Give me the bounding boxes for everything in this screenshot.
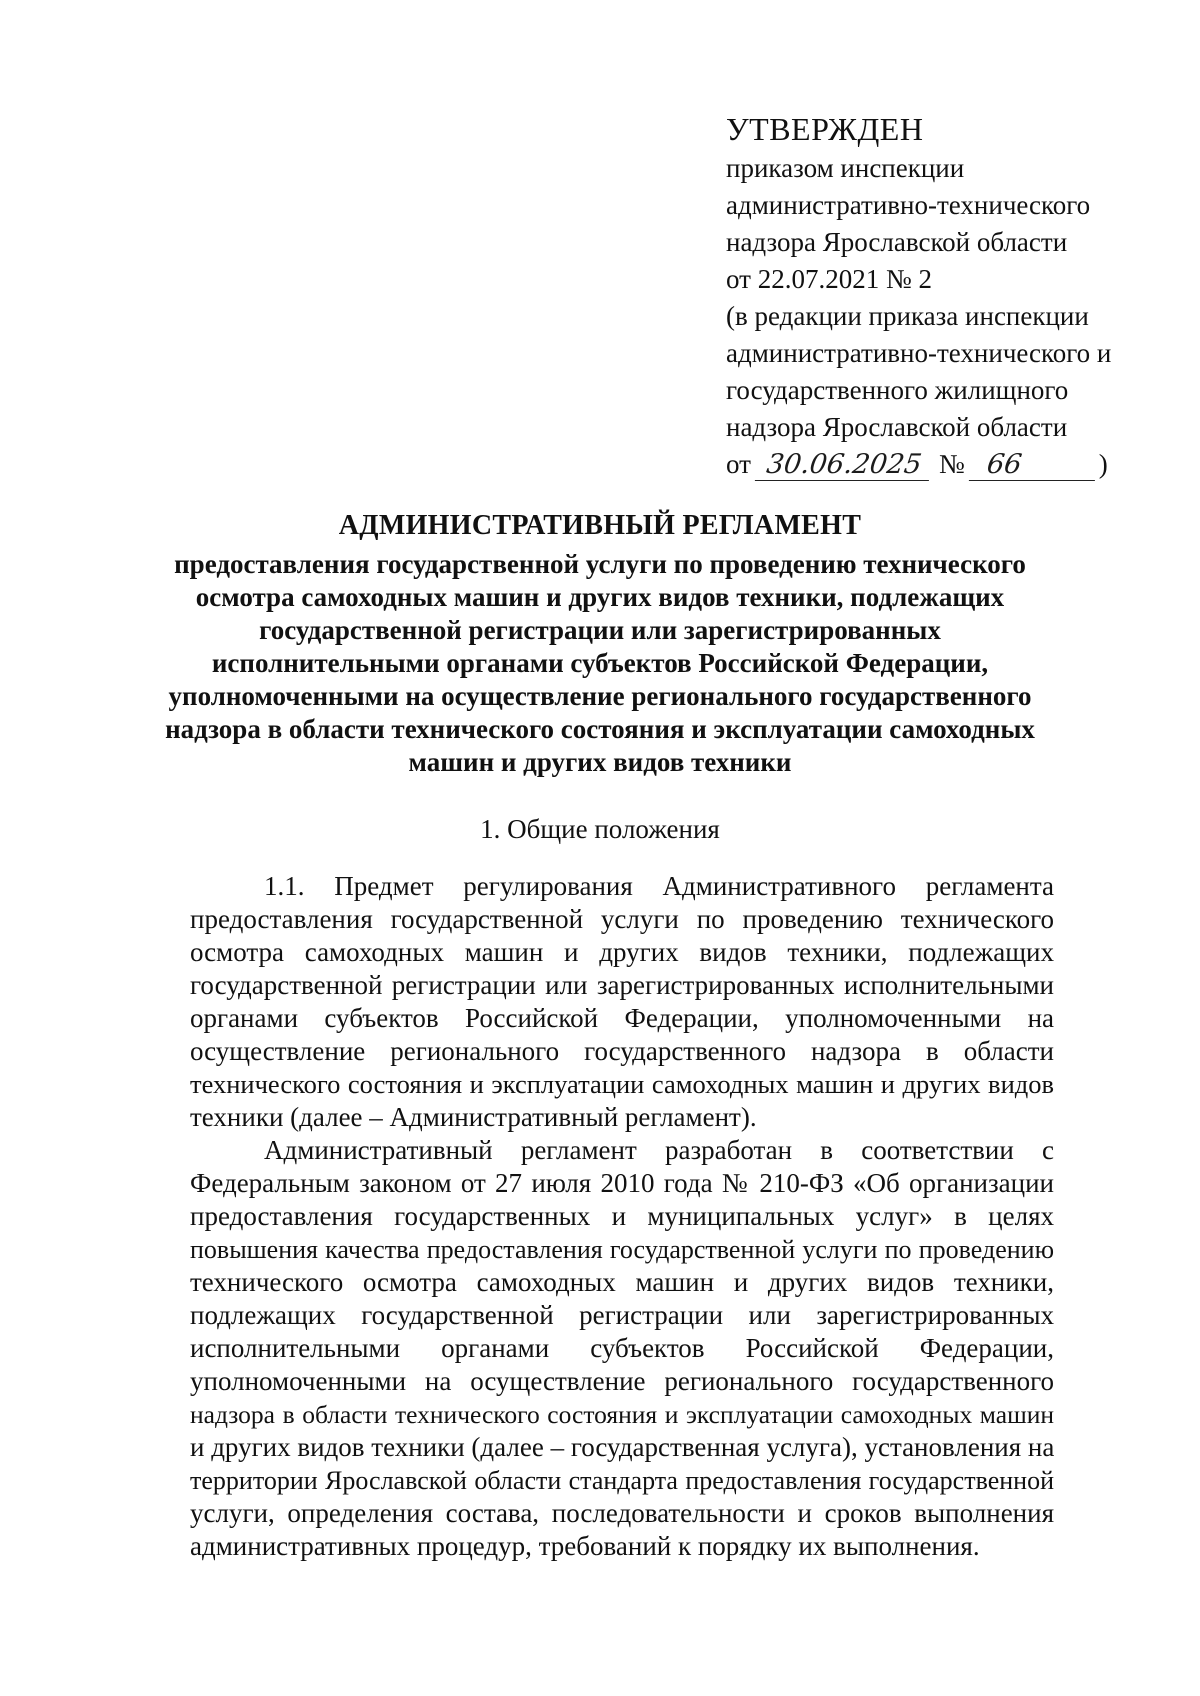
paragraph-line: уполномоченными на осуществление регионального государственного bbox=[190, 1366, 1054, 1396]
approval-line: от 22.07.2021 № 2 bbox=[726, 264, 932, 294]
approval-title: УТВЕРЖДЕН bbox=[726, 111, 924, 147]
paragraph-line: органами субъектов Российской Федерации, уполномоченными на bbox=[190, 1003, 1054, 1033]
paragraph-line: услуги, определения состава, последовательности и сроков выполнения bbox=[190, 1498, 1054, 1528]
paragraph-line: технического состояния и эксплуатации самоходных машин и других видов bbox=[190, 1069, 1054, 1099]
document-subtitle-line: надзора в области технического состояния и эксплуатации самоходных bbox=[165, 714, 1035, 744]
approval-line: приказом инспекции bbox=[726, 153, 965, 183]
paragraph-line: и других видов техники (далее – государственная услуга), установления на bbox=[190, 1432, 1055, 1462]
document-subtitle-line: предоставления государственной услуги по проведению технического bbox=[174, 549, 1026, 579]
order-number-label: № bbox=[938, 449, 965, 479]
paragraph-line: исполнительными органами субъектов Российской Федерации, bbox=[190, 1333, 1054, 1363]
paragraph-line: государственной регистрации или зарегистрированных исполнительными bbox=[190, 970, 1054, 1000]
paragraph-line: техники (далее – Административный регламент). bbox=[190, 1102, 757, 1132]
approval-line: надзора Ярославской области bbox=[726, 227, 1068, 257]
paragraph-line: Административный регламент разработан в соответствии с bbox=[264, 1135, 1054, 1165]
approval-line: административно-технического и bbox=[726, 338, 1112, 368]
order-reference-line bbox=[726, 446, 1146, 483]
approval-line: надзора Ярославской области bbox=[726, 412, 1068, 442]
paragraph-line: осуществление регионального государственного надзора в области bbox=[190, 1036, 1054, 1066]
approval-block bbox=[726, 108, 1146, 483]
document-subtitle-line: машин и других видов техники bbox=[408, 747, 792, 777]
paragraph-line: осмотра самоходных машин и других видов техники, подлежащих bbox=[190, 937, 1054, 967]
document-title-block bbox=[150, 508, 1050, 779]
document-subtitle-line: исполнительными органами субъектов Российской Федерации, bbox=[211, 648, 989, 678]
handwritten-order-date: 30.06.2025 bbox=[755, 450, 933, 481]
paragraph-1 bbox=[190, 870, 1054, 1134]
paragraph-line: предоставления государственных и муниципальных услуг» в целях bbox=[190, 1201, 1054, 1231]
document-subtitle-line: уполномоченными на осуществление регионального государственного bbox=[168, 681, 1032, 711]
approval-line: (в редакции приказа инспекции bbox=[726, 301, 1089, 331]
document-subtitle-line: осмотра самоходных машин и других видов техники, подлежащих bbox=[195, 582, 1005, 612]
paragraph-line: административных процедур, требований к порядку их выполнения. bbox=[190, 1531, 980, 1561]
paragraph-line: подлежащих государственной регистрации или зарегистрированных bbox=[190, 1300, 1054, 1330]
handwritten-order-number: 66 bbox=[969, 450, 1099, 481]
approval-line: административно-технического bbox=[726, 190, 1091, 220]
paragraph-line: технического осмотра самоходных машин и других видов техники, bbox=[190, 1267, 1054, 1297]
paragraph-line: предоставления государственной услуги по проведению технического bbox=[190, 904, 1054, 934]
paragraph-2 bbox=[190, 1134, 1054, 1563]
order-prefix: от bbox=[726, 449, 751, 479]
body-text bbox=[190, 870, 1054, 1563]
paragraph-line: Федеральным законом от 27 июля 2010 года № 210-ФЗ «Об организации bbox=[190, 1168, 1054, 1198]
paragraph-line: 1.1. Предмет регулирования Административного регламента bbox=[264, 871, 1054, 901]
paragraph-line: надзора в области технического состояния и эксплуатации самоходных машин bbox=[190, 1400, 1054, 1429]
paragraph-line: повышения качества предоставления государственной услуги по проведению bbox=[190, 1235, 1054, 1264]
document-subtitle-line: государственной регистрации или зарегистрированных bbox=[259, 615, 941, 645]
document-title: АДМИНИСТРАТИВНЫЙ РЕГЛАМЕНТ bbox=[338, 510, 862, 541]
paragraph-line: территории Ярославской области стандарта предоставления государственной bbox=[190, 1466, 1054, 1495]
order-close-paren: ) bbox=[1098, 449, 1108, 479]
approval-line: государственного жилищного bbox=[726, 375, 1069, 405]
section-heading: 1. Общие положения bbox=[480, 814, 720, 844]
